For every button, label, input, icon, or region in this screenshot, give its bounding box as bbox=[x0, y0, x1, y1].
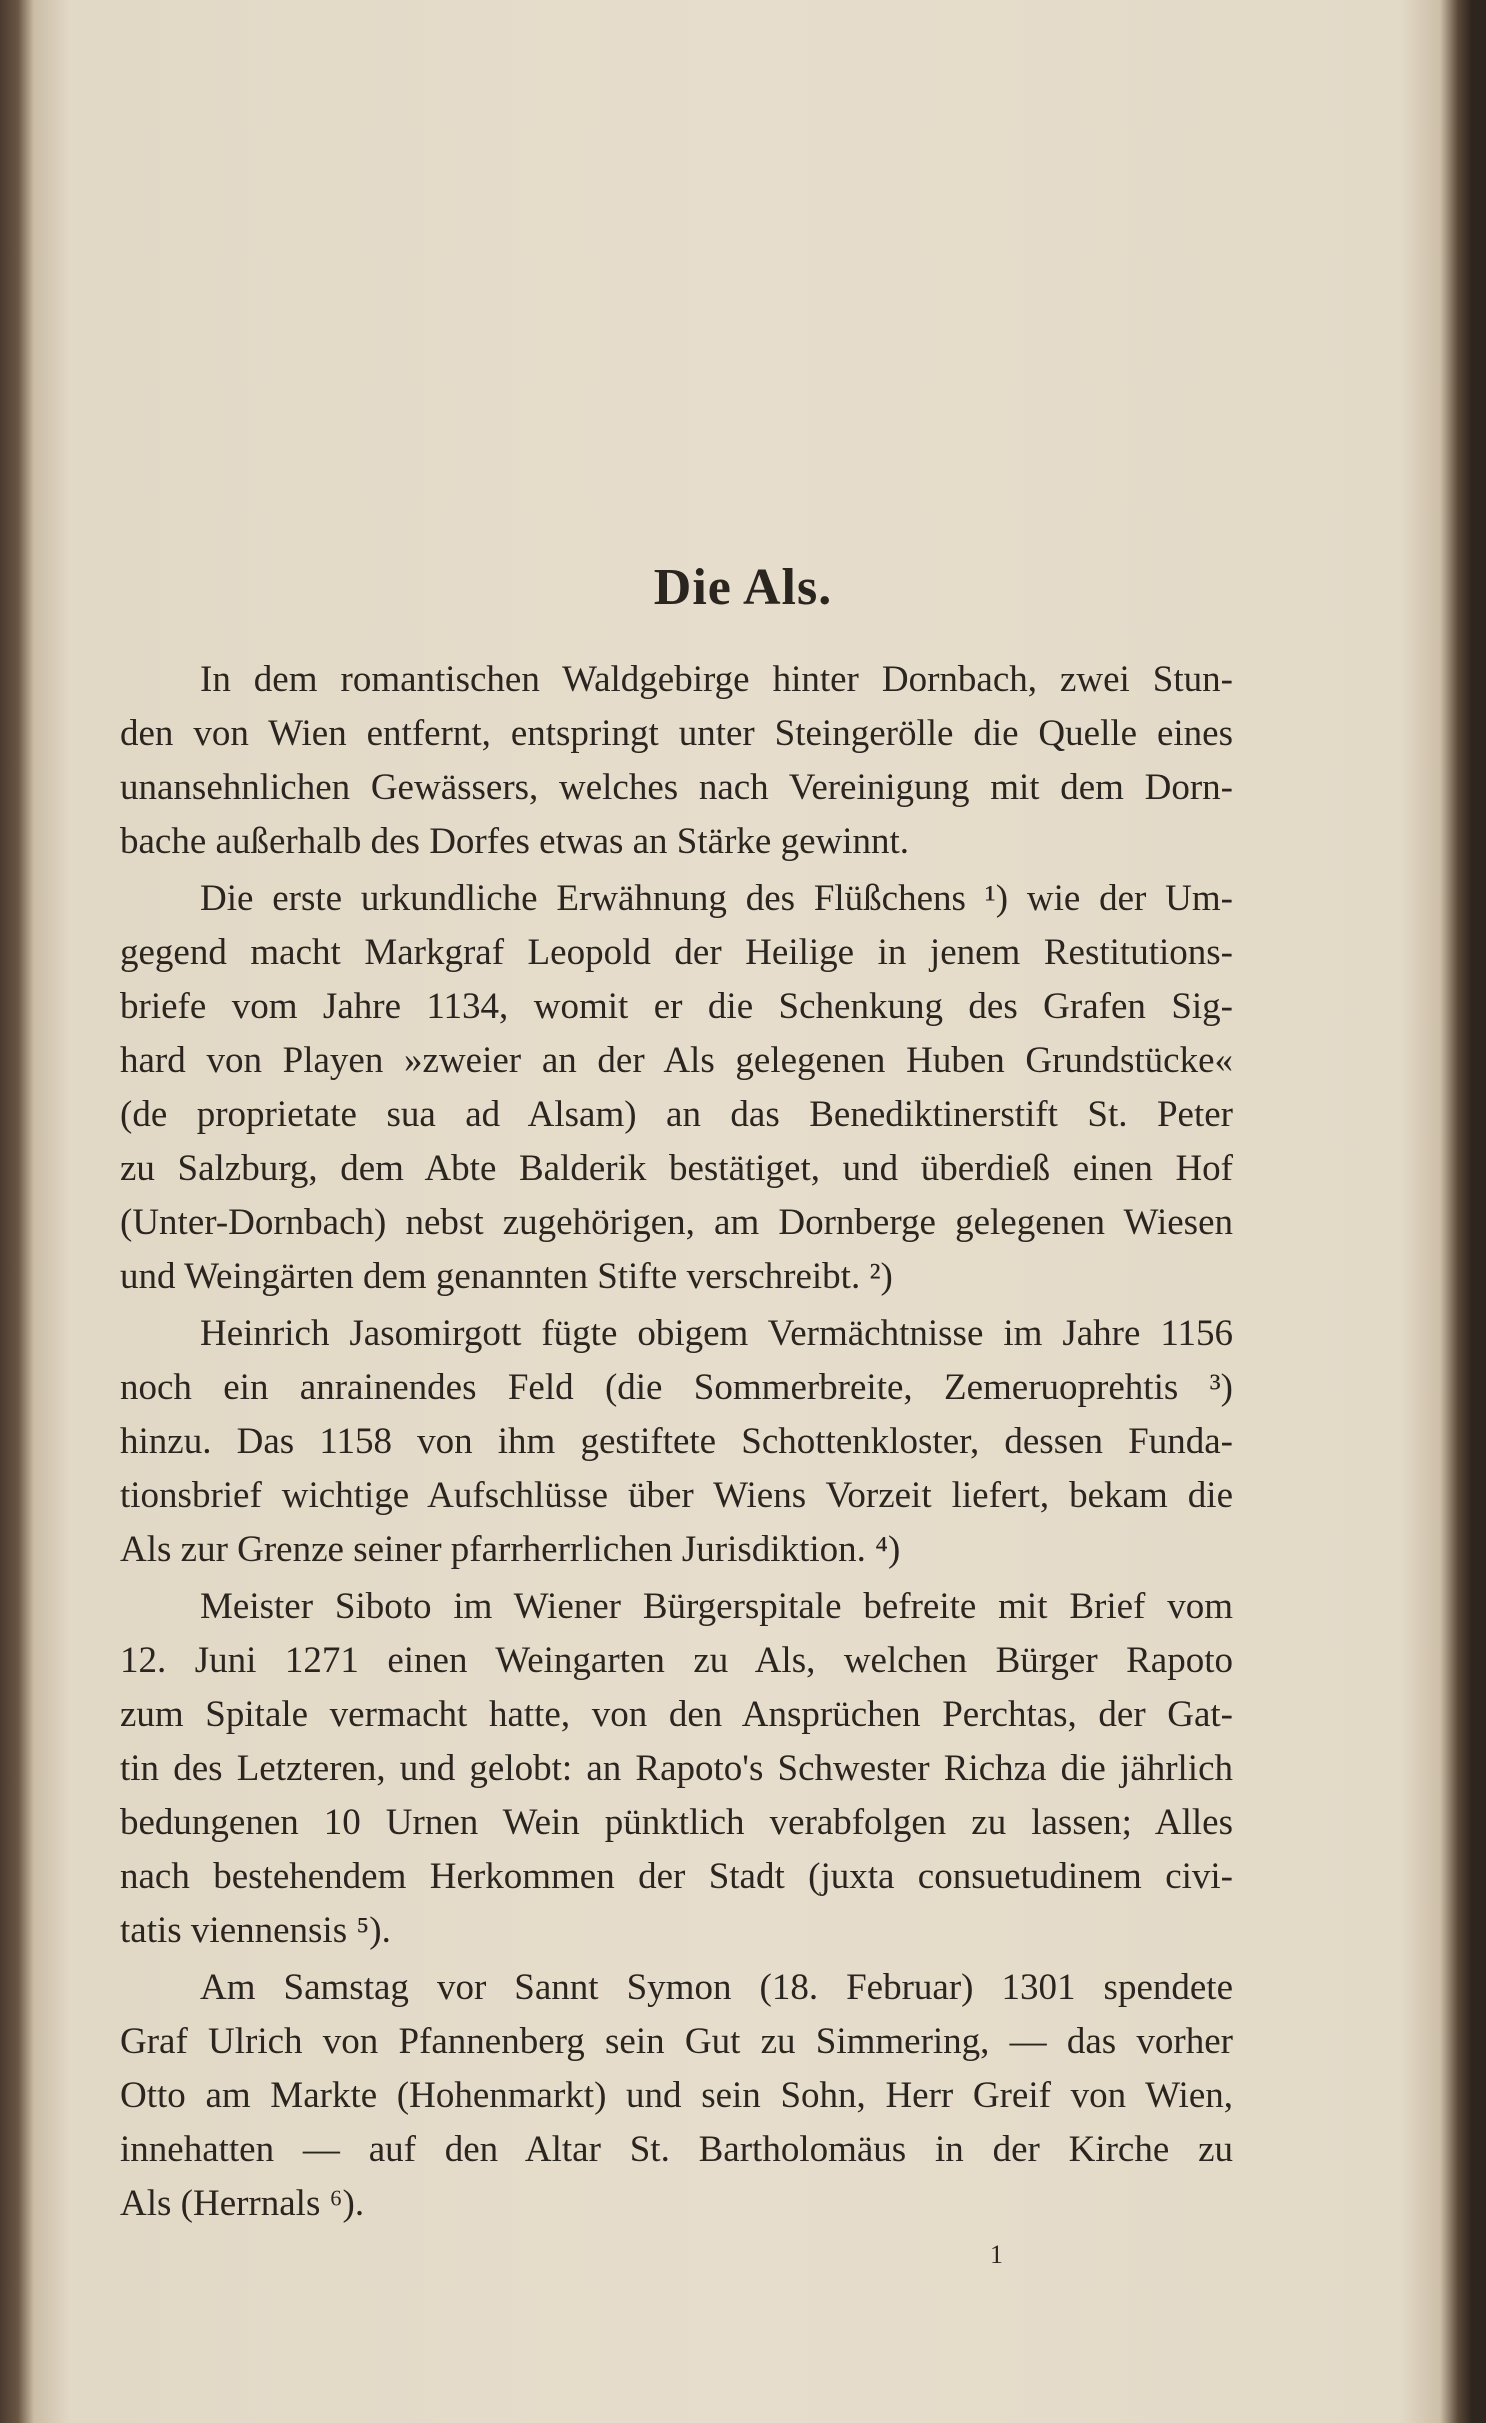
text-line: gegend macht Markgraf Leopold der Heilige in jenem Restitutions- bbox=[120, 932, 1233, 973]
paragraph bbox=[120, 872, 1233, 1304]
page-title: Die Als. bbox=[653, 559, 833, 616]
text-line: Die erste urkundliche Erwähnung des Flüßchens ¹) wie der Um- bbox=[200, 878, 1233, 919]
paragraph bbox=[120, 1307, 1233, 1577]
text-line: innehatten — auf den Altar St. Bartholomäus in der Kirche zu bbox=[120, 2129, 1233, 2170]
page-number: 1 bbox=[990, 2240, 1003, 2269]
text-line: und Weingärten dem genannten Stifte verschreibt. ²) bbox=[120, 1256, 893, 1297]
text-line: Graf Ulrich von Pfannenberg sein Gut zu Simmering, — das vorher bbox=[120, 2021, 1233, 2062]
text-line: Meister Siboto im Wiener Bürgerspitale befreite mit Brief vom bbox=[200, 1586, 1233, 1627]
body-text bbox=[120, 653, 1233, 2234]
text-line: tin des Letzteren, und gelobt: an Rapoto's Schwester Richza die jährlich bbox=[120, 1748, 1233, 1789]
text-line: briefe vom Jahre 1134, womit er die Schenkung des Grafen Sig- bbox=[120, 986, 1233, 1027]
text-line: zum Spitale vermacht hatte, von den Ansprüchen Perchtas, der Gat- bbox=[120, 1694, 1233, 1735]
text-line: nach bestehendem Herkommen der Stadt (juxta consuetudinem civi- bbox=[120, 1856, 1233, 1897]
text-line: noch ein anrainendes Feld (die Sommerbreite, Zemeruoprehtis ³) bbox=[120, 1367, 1233, 1408]
text-line: tatis viennensis ⁵). bbox=[120, 1910, 391, 1951]
text-line: (de proprietate sua ad Alsam) an das Benediktinerstift St. Peter bbox=[120, 1094, 1233, 1135]
text-line: bache außerhalb des Dorfes etwas an Stärke gewinnt. bbox=[120, 821, 910, 862]
text-line: Als (Herrnals ⁶). bbox=[120, 2183, 365, 2224]
paragraph bbox=[120, 1580, 1233, 1958]
text-line: den von Wien entfernt, entspringt unter Steingerölle die Quelle eines bbox=[120, 713, 1233, 754]
paragraph bbox=[120, 653, 1233, 869]
text-line: Heinrich Jasomirgott fügte obigem Vermächtnisse im Jahre 1156 bbox=[200, 1313, 1233, 1354]
text-line: zu Salzburg, dem Abte Balderik bestätiget, und überdieß einen Hof bbox=[120, 1148, 1233, 1189]
text-line: 12. Juni 1271 einen Weingarten zu Als, welchen Bürger Rapoto bbox=[120, 1640, 1233, 1681]
text-line: hinzu. Das 1158 von ihm gestiftete Schottenkloster, dessen Funda- bbox=[120, 1421, 1233, 1462]
text-line: bedungenen 10 Urnen Wein pünktlich verabfolgen zu lassen; Alles bbox=[120, 1802, 1233, 1843]
paragraph bbox=[120, 1961, 1233, 2231]
text-line: (Unter-Dornbach) nebst zugehörigen, am Dornberge gelegenen Wiesen bbox=[120, 1202, 1233, 1243]
text-line: In dem romantischen Waldgebirge hinter Dornbach, zwei Stun- bbox=[200, 659, 1233, 700]
text-line: Am Samstag vor Sannt Symon (18. Februar) 1301 spendete bbox=[200, 1967, 1233, 2008]
text-line: hard von Playen »zweier an der Als gelegenen Huben Grundstücke« bbox=[120, 1040, 1233, 1081]
text-line: unansehnlichen Gewässers, welches nach Vereinigung mit dem Dorn- bbox=[120, 767, 1233, 808]
text-line: tionsbrief wichtige Aufschlüsse über Wiens Vorzeit liefert, bekam die bbox=[120, 1475, 1233, 1516]
text-line: Otto am Markte (Hohenmarkt) und sein Sohn, Herr Greif von Wien, bbox=[120, 2075, 1233, 2116]
text-line: Als zur Grenze seiner pfarrherrlichen Jurisdiktion. ⁴) bbox=[120, 1529, 901, 1570]
